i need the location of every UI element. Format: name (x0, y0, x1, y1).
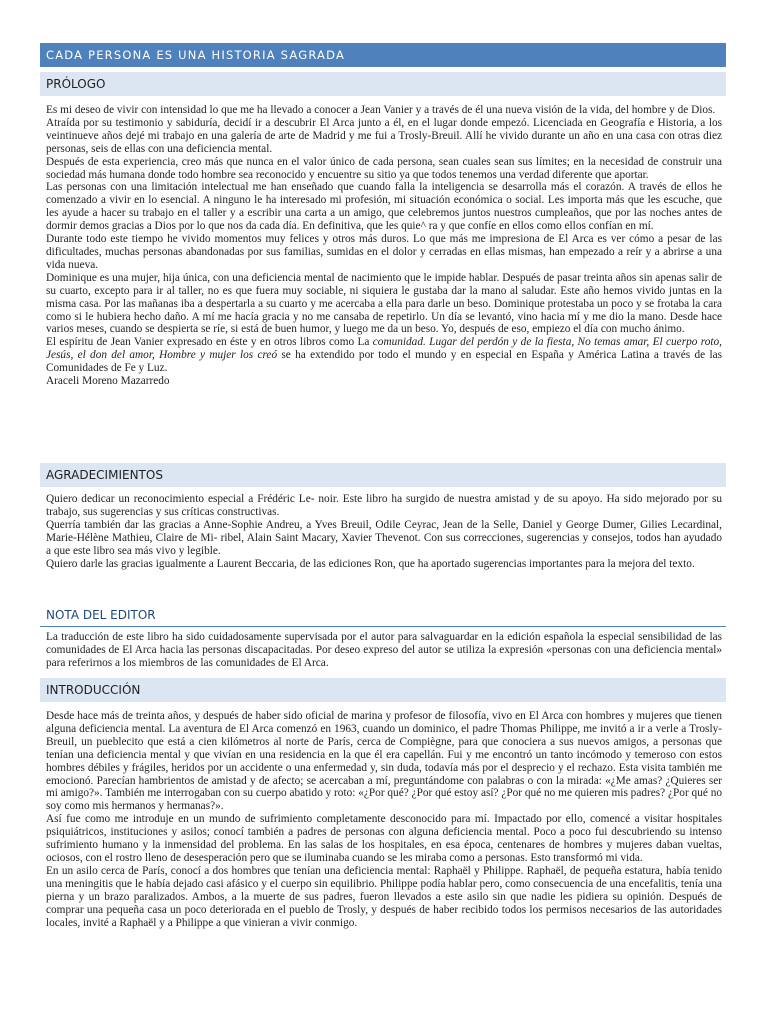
paragraph: Es mi deseo de vivir con intensidad lo que me ha llevado a conocer a Jean Vanier y a través de él una nueva visión de la vida, del hombre y de Dios. (46, 104, 716, 116)
introduccion-body (46, 710, 722, 929)
paragraph: Dominique es una mujer, hija única, con una deficiencia mental de nacimiento que le impide hablar. Después de pasar treinta años sin apenas salir de su cuarto, excepto para ir al taller, no es que fuera muy sociable, ni siquiera le gustaba dar la mano al saludar. Este año hemos vivido juntas en la misma casa. Por las mañanas iba a despertarla a su cuarto y me acercaba a ella para darle un beso. Dominique protestaba un poco y se frotaba la cara como si le hubiera hecho daño. A mí me hacía gracia y no me cansaba de repetirlo. Un día se levantó, vino hacia mí y me dio la mano. Desde hace varios meses, cuando se despierta se ríe, si está de buen humor, y luego me da un beso. Yo, después de eso, empiezo el día con mucho ánimo. (46, 271, 722, 336)
document-title: CADA PERSONA ES UNA HISTORIA SAGRADA (46, 48, 346, 62)
agradecimientos-body (46, 493, 722, 570)
section-title-prologo: PRÓLOGO (46, 77, 106, 91)
paragraph: Quiero dedicar un reconocimiento especial a Frédéric Le- noir. Este libro ha surgido de nuestra amistad y de su apoyo. Ha sido mejorado por su trabajo, sus sugerencias y sus críticas constructivas. (46, 493, 722, 518)
book-titles: comunidad. Lugar del perdón y de la fiesta, No temas amar, El cuerpo roto, Jesús, el don del amor, Hombre y mujer los creó (46, 336, 722, 362)
paragraph: Querría también dar las gracias a Anne-Sophie Andreu, a Yves Breuil, Odile Ceyrac, Jean de la Selle, Daniel y George Dumer, Gilies Lecardinal, Marie-Hélène Mathieu, Claire de Mi- ribel, Alain Saint Macary, Xavier Thevenot. Con sus correcciones, sugerencias y consejos, todos han ayudado a que este libro sea más vivo y legible. (46, 518, 722, 557)
section-title-nota: NOTA DEL EDITOR (46, 607, 156, 622)
section-header-introduccion (40, 678, 726, 702)
prologo-body (46, 104, 722, 388)
paragraph: Así fue como me introduje en un mundo de sufrimiento completamente desconocido para mí. Impactado por ello, comencé a visitar hospitales psiquiátricos, instituciones y asilos; conocí también a padres de personas con alguna deficiencia mental. Poco a poco fui descubriendo su intenso sufrimiento humano y la inmensidad del problema. En las salas de los hospitales, en esa época, centenares de hombres y mujeres daban vueltas, ociosos, con el rostro lleno de desesperación pero que se iluminaba cuando se les miraba como a personas. Esto transformó mi vida. (46, 813, 722, 864)
text-run: El espíritu de Jean Vanier expresado en éste y en otros libros como La (46, 336, 373, 349)
paragraph: La traducción de este libro ha sido cuidadosamente supervisada por el autor para salvaguardar en la edición española la especial sensibilidad de las comunidades de El Arca hacia las personas discapacitadas. Por deseo expreso del autor se utiliza la expresión «personas con una deficiencia mental» para referirnos a los miembros de las comunidades de El Arca. (46, 631, 722, 669)
paragraph: Quiero darle las gracias igualmente a Laurent Beccaria, de las ediciones Ron, que ha aportado sugerencias importantes para la mejora del texto. (46, 557, 695, 570)
section-title-agradecimientos: AGRADECIMIENTOS (46, 468, 163, 482)
paragraph: En un asilo cerca de París, conocí a dos hombres que tenían una deficiencia mental: Raphaël y Philippe. Raphaël, de pequeña estatura, había tenido una meningitis que le había dejado casi afásico y el cuerpo sin equilibrio. Philippe podía hablar pero, como consecuencia de una encefalitis, tenía una pierna y un brazo paralizados. Ambos, a la muerte de sus padres, fueron llevados a este asilo sin que nadie les pidiera su opinión. Después de comprar una pequeña casa un poco deteriorada en el pueblo de Trosly, y después de haber recibido todos los permisos necesarios de las autoridades locales, invité a Raphaël y a Philippe a que vinieran a vivir conmigo. (46, 864, 722, 929)
paragraph: Desde hace más de treinta años, y después de haber sido oficial de marina y profesor de filosofía, vivo en El Arca con hombres y mujeres que tienen alguna deficiencia mental. La aventura de El Arca comenzó en 1963, cuando un dominico, el padre Thomas Philippe, me invitó a ir a verle a Trosly- Breuil, un pueblecito que está a cien kilómetros al norte de París, cerca de Compiègne, para que conociera a sus nuevos amigos, a personas que tenían una deficiencia mental y que vivían en una residencia en la que él era capellán. Fui y me encontró un tanto incómodo y temeroso con estos hombres débiles y frágiles, heridos por un accidente o una enfermedad y, sin duda, todavía más por el desprecio y el rechazo. Esta visita también me emocionó. Parecían hambrientos de amistad y de afecto; se acercaban a mí, preguntándome con palabras o con la mirada: «¿Me amas? ¿Quieres ser mi amigo?». También me interrogaban con su cuerpo abatido y roto: «¿Por qué? ¿Por qué estoy así? ¿Por qué no me quieren mis padres? ¿Por qué no soy como mis hermanos y hermanas?». (46, 710, 722, 813)
signature: Araceli Moreno Mazarredo (46, 375, 170, 388)
paragraph: Después de esta experiencia, creo más que nunca en el valor único de cada persona, sean cuales sean sus límites; en la necesidad de construir una sociedad más humana donde todo hombre sea reconocido y encuentre su sitio ya que todos tenemos una verdad diferente que aportar. (46, 155, 722, 181)
section-title-introduccion: INTRODUCCIÓN (46, 683, 141, 697)
nota-body (46, 631, 722, 670)
text-run: se ha extendido por todo el mundo y en especial en España y América Latina a través de las Comunidades de Fe y Luz. (46, 349, 722, 375)
paragraph (46, 336, 722, 375)
paragraph: Atraída por su testimonio y sabiduría, decidí ir a descubrir El Arca junto a él, en el lugar donde empezó. Licenciada en Geografía e Historia, a los veintinueve años dejé mi trabajo en una galería de arte de Madrid y me fui a Trosly-Breuil. Allí he vivido durante un año en una casa con otras diez personas, seis de ellas con una deficiencia mental. (46, 116, 722, 155)
section-header-prologo (40, 72, 726, 96)
section-header-nota (40, 603, 726, 627)
paragraph: Durante todo este tiempo he vivido momentos muy felices y otros más duros. Lo que más me impresiona de El Arca es ver cómo a pesar de las dificultades, muchas personas abandonadas por sus familias, sumidas en el dolor y cerradas en ellas mismas, han empezado a reír y a abrirse a una vida nueva. (46, 233, 722, 271)
section-header-agradecimientos (40, 463, 726, 487)
paragraph: Las personas con una limitación intelectual me han enseñado que cuando falla la inteligencia se desarrolla más el corazón. A través de ellos he comenzado a vivir en lo esencial. A ninguno le ha interesado mi profesión, mi situación económica o social. Les importa más que les escuche, que les ayude a hacer su trabajo en el taller y a escribir una carta a un amigo, que celebremos juntos nuestros cumpleaños, que por las noches antes de dormir demos gracias a Dios por lo que nos da cada día. En definitiva, que les quie^ ra y que confíe en ellos como ellos confían en mí. (46, 181, 722, 233)
document-banner (40, 43, 726, 67)
